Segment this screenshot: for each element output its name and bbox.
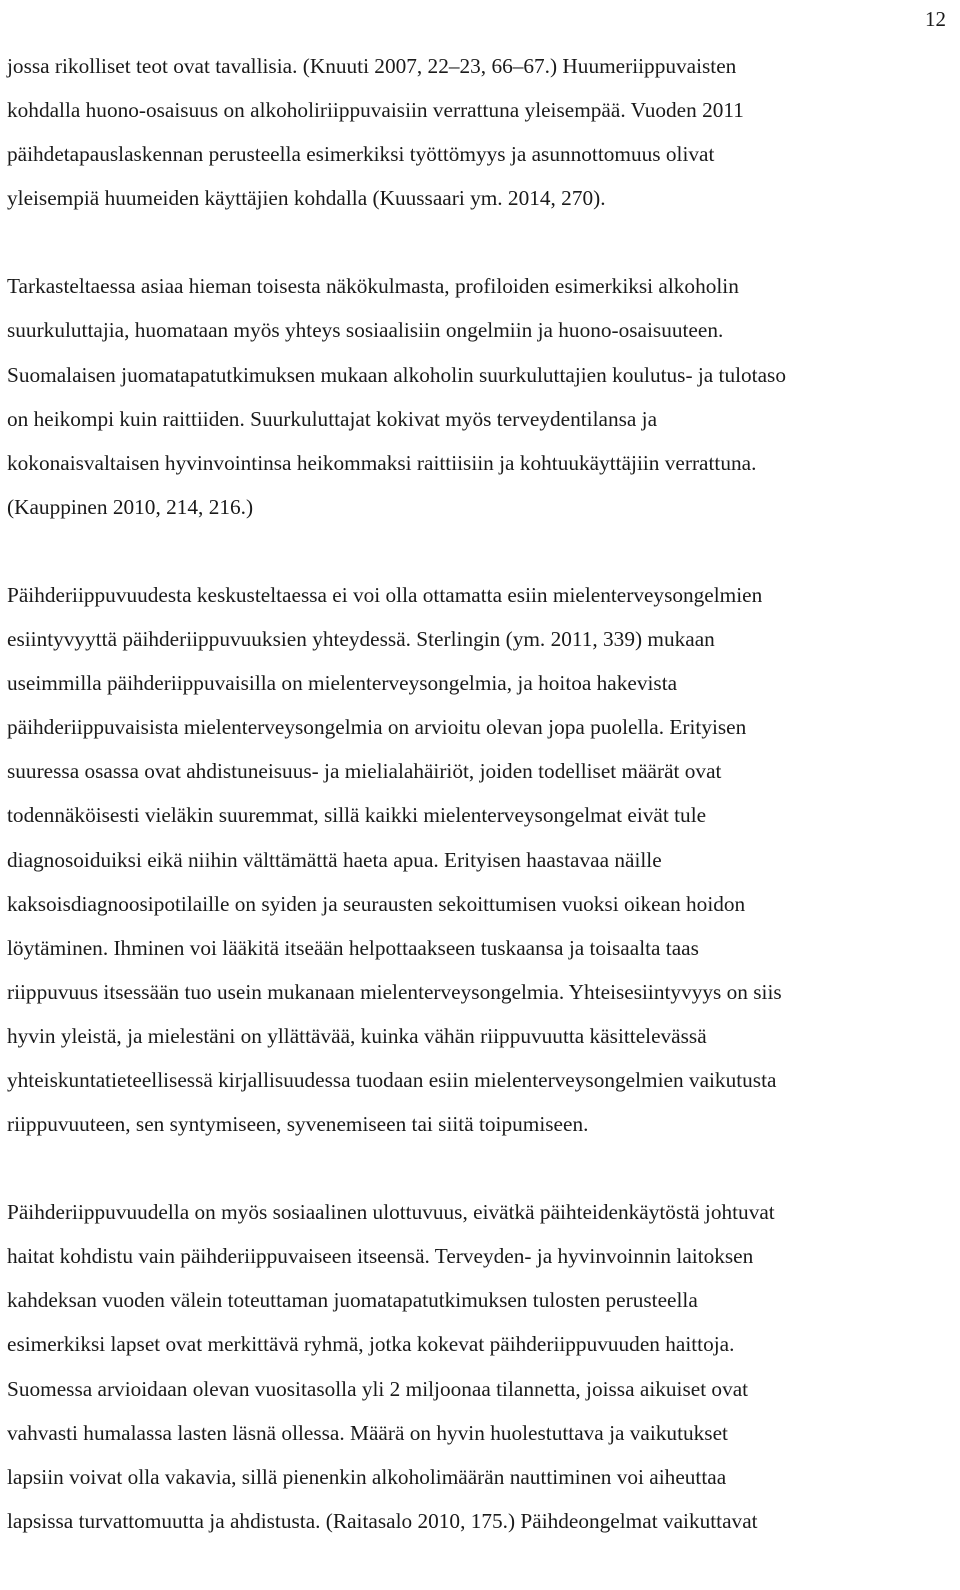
- document-body: [7, 44, 955, 1543]
- text-line: kohdalla huono-osaisuus on alkoholiriippuvaisiin verrattuna yleisempää. Vuoden 2011: [7, 98, 744, 123]
- text-line: Päihderiippuvuudesta keskusteltaessa ei voi olla ottamatta esiin mielenterveysongelmien: [7, 582, 763, 607]
- text-line: on heikompi kuin raittiiden. Suurkuluttajat kokivat myös terveydentilansa ja: [7, 406, 658, 431]
- text-line: diagnosoiduiksi eikä niihin välttämättä haeta apua. Erityisen haastavaa näille: [7, 847, 662, 872]
- text-line: suurkuluttajia, huomataan myös yhteys sosiaalisiin ongelmiin ja huono-osaisuuteen.: [7, 318, 724, 343]
- text-line: yhteiskuntatieteellisessä kirjallisuudessa tuodaan esiin mielenterveysongelmien vaikutusta: [7, 1067, 777, 1092]
- text-line: jossa rikolliset teot ovat tavallisia. (Knuuti 2007, 22–23, 66–67.) Huumeriippuvaisten: [7, 54, 737, 78]
- text-line: todennäköisesti vieläkin suuremmat, sillä kaikki mielenterveysongelmat eivät tule: [7, 803, 707, 828]
- text-line: kaksoisdiagnoosipotilaille on syiden ja seurausten sekoittumisen vuoksi oikean hoidon: [7, 891, 746, 916]
- text-line: Suomessa arvioidaan olevan vuositasolla yli 2 miljoonaa tilannetta, joissa aikuiset ovat: [7, 1376, 749, 1401]
- text-line: Tarkasteltaessa asiaa hieman toisesta näkökulmasta, profiloiden esimerkiksi alkoholin: [7, 274, 739, 299]
- text-line: esimerkiksi lapset ovat merkittävä ryhmä, jotka kokevat päihderiippuvuuden haittoja.: [7, 1332, 735, 1357]
- text-line: Suomalaisen juomatapatutkimuksen mukaan alkoholin suurkuluttajien koulutus- ja tulotaso: [7, 362, 786, 387]
- text-line: löytäminen. Ihminen voi lääkitä itseään helpottaakseen tuskaansa ja toisaalta taas: [7, 935, 699, 960]
- text-line: useimmilla päihderiippuvaisilla on mielenterveysongelmia, ja hoitoa hakevista: [7, 671, 678, 696]
- text-line: Päihderiippuvuudella on myös sosiaalinen ulottuvuus, eivätkä päihteidenkäytöstä johtuvat: [7, 1200, 775, 1225]
- paragraph-spacer: [7, 529, 955, 573]
- text-line: haitat kohdistu vain päihderiippuvaiseen itseensä. Terveyden- ja hyvinvoinnin laitoksen: [7, 1244, 754, 1269]
- text-line: (Kauppinen 2010, 214, 216.): [7, 494, 254, 519]
- text-line: päihdetapauslaskennan perusteella esimerkiksi työttömyys ja asunnottomuus olivat: [7, 142, 715, 167]
- text-line: lapsiin voivat olla vakavia, sillä pienenkin alkoholimäärän nauttiminen voi aiheuttaa: [7, 1464, 727, 1489]
- text-line: suuressa osassa ovat ahdistuneisuus- ja mielialahäiriöt, joiden todelliset määrät ovat: [7, 759, 722, 784]
- page-number: 12: [925, 7, 946, 31]
- paragraph-spacer: [7, 1146, 955, 1190]
- text-line: yleisempiä huumeiden käyttäjien kohdalla (Kuussaari ym. 2014, 270).: [7, 186, 606, 211]
- text-line: kahdeksan vuoden välein toteuttaman juomatapatutkimuksen tulosten perusteella: [7, 1288, 698, 1313]
- text-line: esiintyvyyttä päihderiippuvuuksien yhteydessä. Sterlingin (ym. 2011, 339) mukaan: [7, 627, 715, 652]
- text-line: riippuvuuteen, sen syntymiseen, syvenemiseen tai siitä toipumiseen.: [7, 1112, 589, 1137]
- paragraph-1: [7, 44, 955, 220]
- paragraph-2: [7, 264, 955, 529]
- text-line: päihderiippuvaisista mielenterveysongelmia on arvioitu olevan jopa puolella. Erityisen: [7, 715, 747, 740]
- text-line: kokonaisvaltaisen hyvinvointinsa heikommaksi raittiisiin ja kohtuukäyttäjiin verrattuna.: [7, 450, 757, 475]
- text-line: vahvasti humalassa lasten läsnä ollessa. Määrä on hyvin huolestuttava ja vaikutukset: [7, 1420, 728, 1445]
- text-line: riippuvuus itsessään tuo usein mukanaan mielenterveysongelmia. Yhteisesiintyvyys on siis: [7, 979, 782, 1004]
- paragraph-4: [7, 1190, 955, 1543]
- text-line: lapsissa turvattomuutta ja ahdistusta. (Raitasalo 2010, 175.) Päihdeongelmat vaikuttavat: [7, 1508, 758, 1533]
- text-line: hyvin yleistä, ja mielestäni on yllättävää, kuinka vähän riippuvuutta käsittelevässä: [7, 1023, 707, 1048]
- paragraph-3: [7, 573, 955, 1146]
- paragraph-spacer: [7, 220, 955, 264]
